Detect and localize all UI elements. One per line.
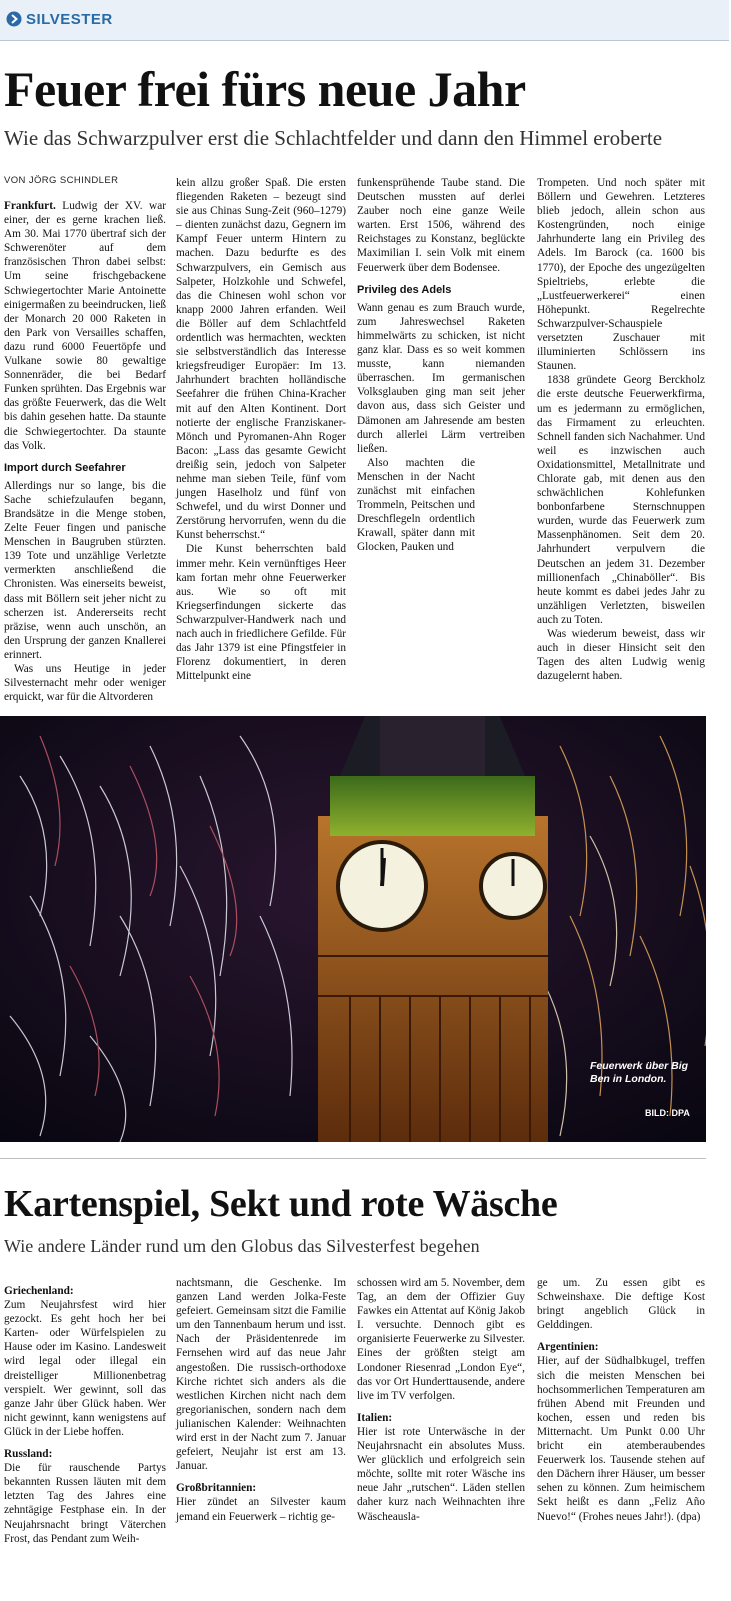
subheading: Import durch Seefahrer — [4, 461, 126, 474]
photo-caption: Feuerwerk über Big Ben in London. — [590, 1060, 689, 1085]
country-label: Griechenland: — [4, 1285, 74, 1297]
subheadline-2: Wie andere Länder rund um den Globus das Silvesterfest begehen — [4, 1236, 480, 1256]
clock-face-left — [338, 842, 426, 930]
paragraph: Hier zündet an Silvester kaum jemand ein Feuerwerk – richtig ge- — [176, 1496, 346, 1523]
article-column-4 — [537, 176, 705, 683]
paragraph: Die für rauschende Partys bekannten Russen läuten mit dem letzten Tag des Jahres eine zehntägige Festphase ein. In der Neujahrsnacht bringt Väterchen Frost, das Pendant zum Weih- — [4, 1462, 166, 1545]
paragraph — [4, 199, 166, 453]
article2-column-4 — [537, 1276, 705, 1524]
country-label: Russland: — [4, 1448, 53, 1461]
country-label: Argentinien: — [537, 1341, 599, 1354]
paragraph: ge um. Zu essen gibt es Schweinshaxe. Die deftige Kost bringt angeblich Glück in Gelddingen. — [537, 1277, 705, 1332]
subheading: Privileg des Adels — [357, 283, 452, 296]
section-header — [0, 0, 729, 41]
paragraph: Also machten die Menschen in der Nacht zunächst mit einfachen Trommeln, Peitschen und Dreschflegeln ordentlich Krawall, später dann mit Glocken, Pauken und — [357, 456, 475, 554]
paragraph: nachtsmann, die Geschenke. Im ganzen Land werden Jolka-Feste gefeiert. Gemeinsam sitzt die Familie um den Tannenbaum herum und isst. Nach der Präsidentenrede im Fernsehen wird auf das neue Jahr angestoßen. Die russisch-orthodoxe Kirche richtet sich anders als die westlichen Kirchen nicht nach dem gregorianischen, sondern nach dem julianischen Kalender: Weihnachten wird erst in der Nacht zum 7. Januar gefeiert, Neujahr ist erst am 13. Januar. — [176, 1277, 346, 1473]
paragraph: Allerdings nur so lange, bis die Sache schiefzulaufen begann, Brandsätze in die Menge stoben, Zelte Feuer fingen und panische Menschen in Baugruben stürzten. 139 Tote und unzählige Verletzte vermerkten anschließend die Chronisten. Was einerseits beweist, dass mit Böllern seit jeher nicht zu scherzen ist. Andererseits recht präzise, wenn auch unschön, an den Ursprung der ganzen Knallerei erinnert. — [4, 479, 166, 661]
paragraph: funkensprühende Taube stand. Die Deutschen mussten auf derlei Zauber noch eine ganze Weile warten. Erst 1506, während des Reichstages zu Konstanz, beglückte Maximilian I. sein Volk mit einem Feuerwerk über dem Bodensee. — [357, 177, 525, 274]
paragraph: kein allzu großer Spaß. Die ersten fliegenden Raketen – bezeugt sind sie aus Chinas Sung-Zeit (960–1279) – dienten zunächst dazu, Gegnern im Kampf Feuer unterm Hintern zu machen. Dazu bedurfte es des Schwarzpulvers, ein Gemisch aus Salpeter, Holzkohle und Schwefel, das die Chinesen wohl schon vor knapp 2000 Jahren erfanden. Weil die Böller auf dem Schlachtfeld ordentlich was hermachten, weckten sie selbstverständlich das Interesse kriegsfreudiger Europäer: Im 13. Jahrhundert brachten holländische Seefahrer die frühen China-Kracher mit auf den Alten Kontinent. Dort notierte der englische Franziskaner-Mönch und Pyromanen-Ahn Roger Bacon: „Lass das gesamte Gewicht dreißig sein, jedoch von Salpeter nehme man sieben Teile, fünf vom jungen Haselholz und fünf von Schwefel, und du wirst Donner und Zerstörung hervorrufen, wenn du die Kunst beherrschst.“ — [176, 177, 346, 542]
paragraph: Hier, auf der Südhalbkugel, treffen sich die meisten Menschen bei hochsommerlichen Temperaturen am frühen Abend mit Freunden und kochen, essen und reden bis Mitternacht. Um Punkt 0.00 Uhr bricht ein atemberaubendes Feuerwerk los. Tausende stehen auf den Dächern ihrer Häuser, um besser sehen zu können. Zum heimischem Sekt heißt es dann „Feliz Año Nuevo!“ (Frohes neues Jahr!). (dpa) — [537, 1355, 705, 1523]
paragraph: Was wiederum beweist, dass wir auch in dieser Hinsicht seit den Tagen des alten Ludwig wenig dazugelernt haben. — [537, 628, 705, 683]
chevron-right-icon — [6, 11, 22, 27]
clock-face-right — [481, 854, 545, 918]
paragraph: schossen wird am 5. November, dem Tag, an dem der Offizier Guy Fawkes ein Attentat auf König Jakob I. versuchte. Dennoch gibt es organisierte Feuerwerke zu Silvester. Eines der größten steigt am Londoner Riesenrad „London Eye“, das vor Ort Hunderttausende, andere live im TV verfolgen. — [357, 1277, 525, 1402]
photo-credit: BILD: DPA — [645, 1108, 690, 1118]
paragraph: Trompeten. Und noch später mit Böllern und Gewehren. Letzteres blieb jedoch, allein schon aus Kostengründen, noch einige Jahrhunderte lang ein Privileg des Adels. Im Barock (ca. 1600 bis 1770), der Epoche des ungezügelten Spieltriebs, erlebte die „Lustfeuerwerkerei“ einen Höhepunkt. Regelrechte Schwarzpulver-Schauspiele versetzten Zuschauer mit illuminierten Schlössern ins Staunen. — [537, 177, 705, 373]
country-label: Italien: — [357, 1411, 393, 1424]
section-label: SILVESTER — [26, 11, 113, 28]
paragraph-text: Ludwig der XV. war einer, der es gerne krachen ließ. Am 30. Mai 1770 übertraf sich der Schwerenöter auf dem französischen Thron dabei selbst: Um seine frischgebackene Schwiegertochter Marie Antoinette einigermaßen zu beeindrucken, ließ der Monarch 20 000 Raketen in den Park von Versailles schaffen, dazu rund 6000 Feuertöpfe und Vulkane sowie 80 gewaltige Sonnenräder, die bei Bedarf Funken sprühten. Das Ergebnis war das größte Feuerwerk, das die Welt bis dahin gesehen hatte. Da staunte die Schwiegertochter. Da staunte das Volk. — [4, 200, 166, 452]
paragraph: 1838 gründete Georg Berckholz die erste deutsche Feuerwerkfirma, um es jedermann zu ermöglichen, das Firmament zu erleuchten. Schnell fanden sich Nachahmer. Und weil es inzwischen auch Oxidationsmittel, Metallnitrate und Chlorate gab, mit denen aus den schwächlichen Kohlefunken bonbonfarbene Sternschnuppen wurden, wurde das Feuerwerk zum Massenphänomen. Seit dem 20. Jahrhundert verpulvern die Deutschen an jedem 31. Dezember millionenfach „Chinaböller“. Bis heute kommt es dabei jedes Jahr zu unzähligen Verletzten, bisweilen auch zu Toten. — [537, 374, 705, 626]
article-column-2 — [176, 176, 346, 683]
article-column-1 — [4, 199, 166, 704]
headline-2: Kartenspiel, Sekt und rote Wäsche — [4, 1183, 558, 1225]
article-column-3 — [357, 176, 525, 554]
subheadline: Wie das Schwarzpulver erst die Schlachtfelder und dann den Himmel eroberte — [4, 126, 663, 150]
article2-column-3 — [357, 1276, 525, 1524]
paragraph: Was uns Heutige in jeder Silvesternacht mehr oder weniger erquickt, war für die Altvorderen — [4, 663, 166, 704]
paragraph: Die Kunst beherrschten bald immer mehr. Kein vernünftiges Heer kam fortan mehr ohne Feuerwerker aus. Wie so oft mit Kriegserfindungen sickerte das Schwarzpulver-Handwerk nach und nach auch in friedlichere Gefilde. Für das Jahr 1379 ist eine Pfingstfeier in Florenz dokumentiert, in deren Mittelpunkt eine — [176, 543, 347, 683]
article2-column-2 — [176, 1276, 346, 1524]
divider — [0, 1158, 706, 1159]
dateline: Frankfurt. — [4, 200, 56, 212]
headline: Feuer frei fürs neue Jahr — [4, 61, 526, 117]
paragraph: Hier ist rote Unterwäsche in der Neujahrsnacht ein absolutes Muss. Wer glücklich und erfolgreich sein möchte, sollte mit roter Wäsche ins neue Jahr „rutschen“. Läden stellen daher kurz nach Weihnachten ihre Wäscheausla- — [357, 1425, 525, 1523]
paragraph: Zum Neujahrsfest wird hier gezockt. Es geht hoch her bei Karten- oder Würfelspielen zu Hause oder im Kasino. Landesweit wird legal oder illegal ein dreistelliger Millionenbetrag verspielt. Wer gewinnt, soll das ganze Jahr über Glück haben. Wer nicht gewinnt, kann wenigstens auf Glück in der Liebe hoffen. — [4, 1299, 166, 1438]
article2-column-1 — [4, 1276, 166, 1546]
country-label: Großbritannien: — [176, 1482, 257, 1495]
paragraph: Wann genau es zum Brauch wurde, zum Jahreswechsel Raketen himmelwärts zu schicken, ist nicht ganz klar. Dass es so weit kommen musste, kann niemanden überraschen. Im germanischen Volksglauben ging man seit jeher davon aus, dass sich Geister und Dämonen am Jahresende am besten durch allerlei Lärm vertreiben ließen. — [357, 301, 525, 455]
byline: VON JÖRG SCHINDLER — [4, 175, 119, 186]
